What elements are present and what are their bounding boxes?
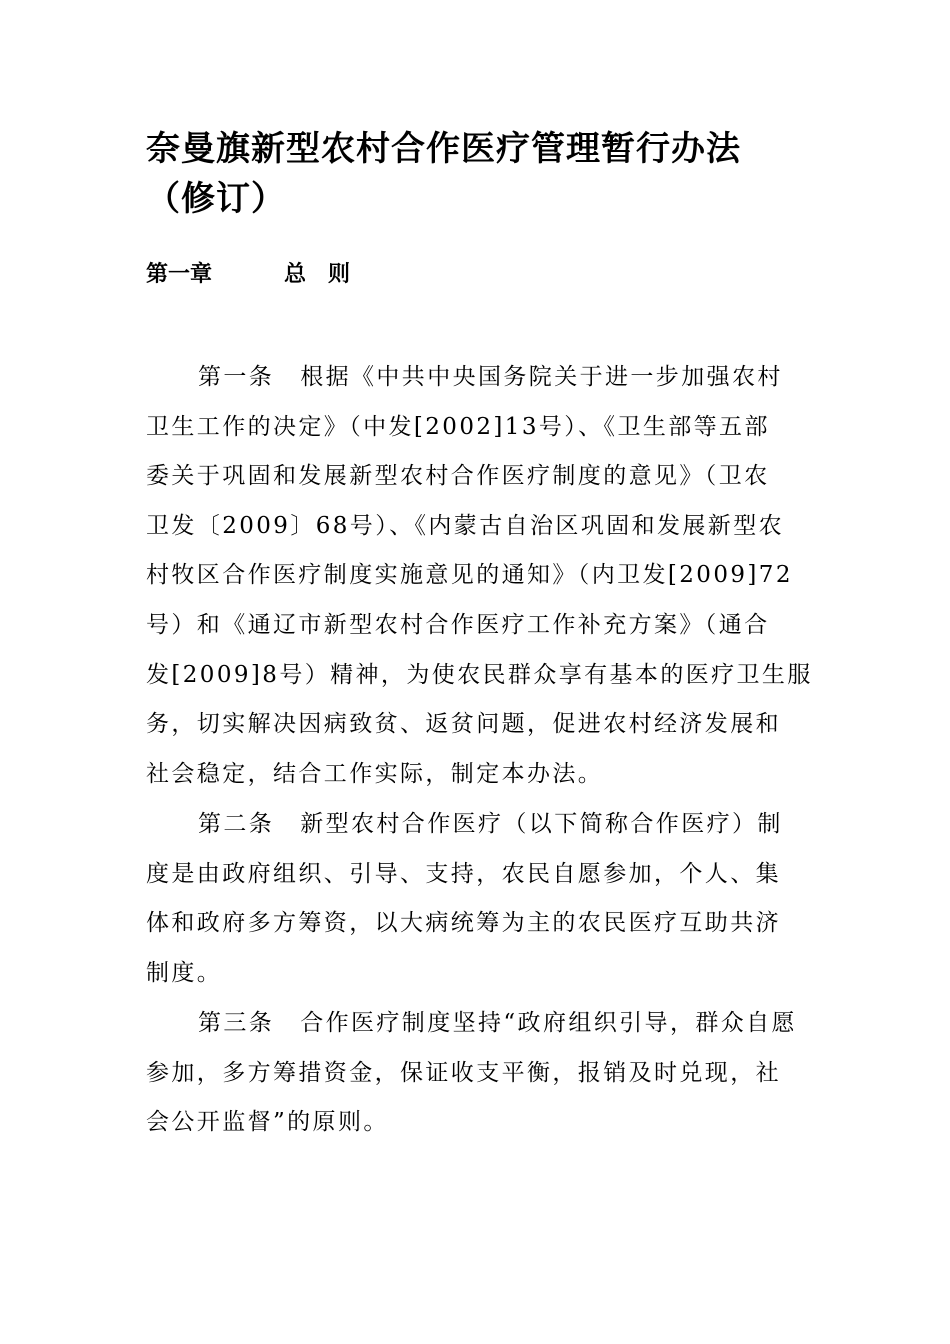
article-1-line xyxy=(146,353,816,403)
article-1-line: 委关于巩固和发展新型农村合作医疗制度的意见》（卫农 xyxy=(146,463,770,490)
article-1-line: 卫生工作的决定》（中发[2002]13号）、《卫生部等五部 xyxy=(146,413,770,440)
article-2-line: 度是由政府组织、引导、支持，农民自愿参加，个人、集 xyxy=(146,860,781,887)
article-3-text: 合作医疗制度坚持“政府组织引导，群众自愿 xyxy=(300,1010,797,1036)
article-3-line xyxy=(146,999,816,1049)
article-1-line: 号）和《通辽市新型农村合作医疗工作补充方案》（通合 xyxy=(146,611,770,638)
article-3 xyxy=(146,999,816,1148)
article-2 xyxy=(146,800,816,998)
article-1 xyxy=(146,353,816,799)
article-3-line: 会公开监督”的原则。 xyxy=(146,1109,389,1136)
document-title-line-2: （修订） xyxy=(146,179,286,219)
article-1-line: 务，切实解决因病致贫、返贫问题，促进农村经济发展和 xyxy=(146,711,781,738)
article-1-text: 根据《中共中央国务院关于进一步加强农村 xyxy=(300,364,783,390)
article-3-line: 参加，多方筹措资金，保证收支平衡，报销及时兑现，社 xyxy=(146,1059,781,1086)
article-1-line: 社会稳定，结合工作实际，制定本办法。 xyxy=(146,760,604,787)
article-1-line: 发[2009]8号）精神，为使农民群众享有基本的医疗卫生服 xyxy=(146,661,813,688)
article-1-line: 村牧区合作医疗制度实施意见的通知》（内卫发[2009]72 xyxy=(146,562,793,589)
article-2-line xyxy=(146,800,816,850)
article-1-line: 卫发〔2009〕68号）、《内蒙古自治区巩固和发展新型农 xyxy=(146,512,784,539)
article-1-label: 第一条 xyxy=(198,364,275,390)
chapter-number: 第一章 xyxy=(146,262,213,287)
document-title xyxy=(146,124,826,224)
article-2-line: 制度。 xyxy=(146,959,223,986)
article-3-label: 第三条 xyxy=(198,1010,275,1036)
article-2-line: 体和政府多方筹资，以大病统筹为主的农民医疗互助共济 xyxy=(146,910,781,937)
article-2-label: 第二条 xyxy=(198,811,275,837)
chapter-name: 总则 xyxy=(284,262,373,287)
article-2-text: 新型农村合作医疗（以下简称合作医疗）制 xyxy=(300,811,783,837)
document-title-line-1: 奈曼旗新型农村合作医疗管理暂行办法 xyxy=(146,129,741,169)
chapter-heading xyxy=(146,258,372,292)
